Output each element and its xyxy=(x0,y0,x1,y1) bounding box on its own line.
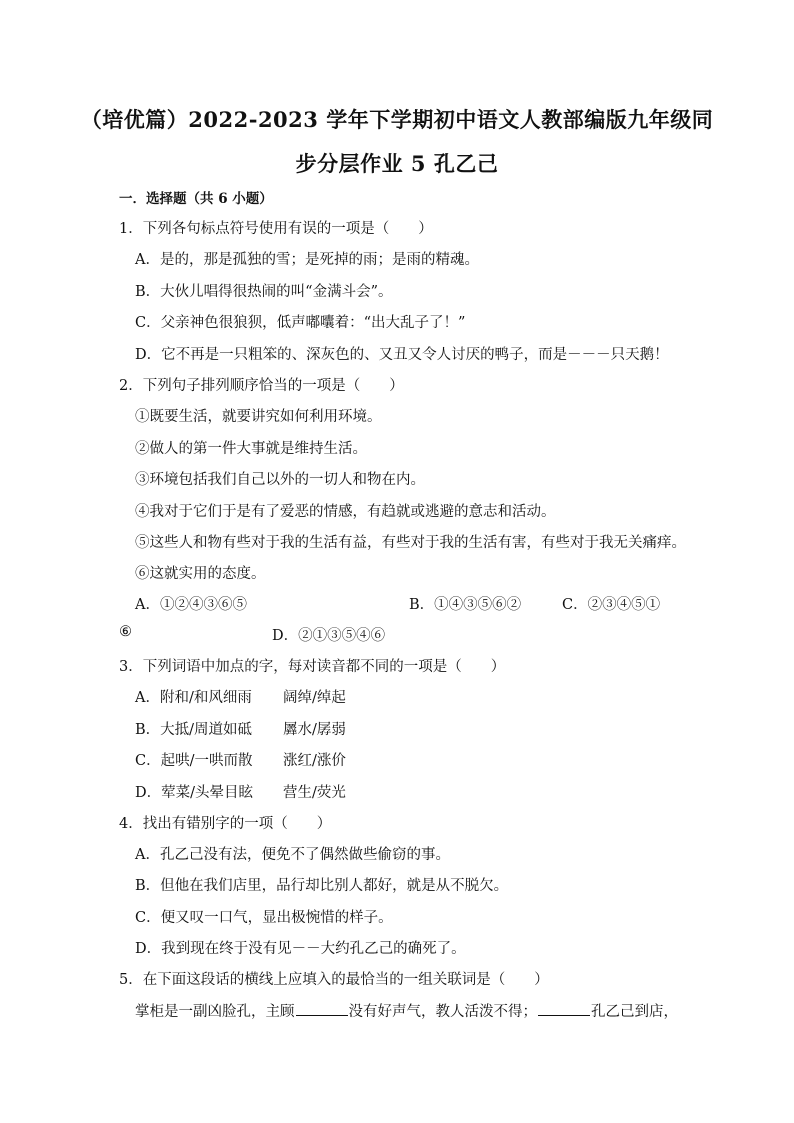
question-1-option-d: D．它不再是一只粗笨的、深灰色的、又丑又令人讨厌的鸭子，而是－－－只天鹅！ xyxy=(135,347,669,363)
question-2-option-d: D．②①③⑤④⑥ xyxy=(272,628,386,644)
question-3-option-c-right: 涨红/涨价 xyxy=(283,753,346,769)
document-title-line-2: 步分层作业 5 孔乙己 xyxy=(295,151,499,176)
question-3-option-a-right: 阔绰/绰起 xyxy=(283,690,346,706)
question-2-stem: 2．下列句子排列顺序恰当的一项是（ ） xyxy=(119,378,404,394)
question-3-option-d-left: D．荤菜/头晕目眩 xyxy=(135,785,254,801)
question-4-option-d: D．我到现在终于没有见－－大约孔乙己的确死了。 xyxy=(135,941,466,957)
question-3-stem: 3．下列词语中加点的字，每对读音都不同的一项是（ ） xyxy=(119,659,506,675)
question-2-sentence-1: ①既要生活，就要讲究如何利用环境。 xyxy=(135,409,382,425)
question-4-option-b: B．但他在我们店里，品行却比别人都好，就是从不脱欠。 xyxy=(135,878,509,894)
fill-blank-2 xyxy=(538,1001,590,1016)
question-2-option-c-continued: ⑥ xyxy=(119,624,132,640)
question-5-passage-part-2: 没有好声气，教人活泼不得； xyxy=(348,1004,537,1020)
question-5-passage-part-3: 孔乙己到店， xyxy=(591,1004,678,1020)
question-1-option-b: B．大伙儿唱得很热闹的叫“金满斗会”。 xyxy=(135,284,393,300)
question-1-option-c: C．父亲神色很狼狈，低声嘟囔着：“出大乱子了！” xyxy=(135,315,466,331)
question-3-option-a-left: A．附和/和风细雨 xyxy=(135,690,252,706)
question-2-option-a: A．①②④③⑥⑤ xyxy=(135,597,247,613)
question-4-stem: 4．找出有错别字的一项（ ） xyxy=(119,816,332,832)
question-4-option-a: A．孔乙己没有法，便免不了偶然做些偷窃的事。 xyxy=(135,847,450,863)
question-1-option-a: A．是的，那是孤独的雪；是死掉的雨；是雨的精魂。 xyxy=(135,252,479,268)
question-2-sentence-2: ②做人的第一件大事就是维持生活。 xyxy=(135,441,367,457)
question-2-sentence-6: ⑥这就实用的态度。 xyxy=(135,566,266,582)
question-1-stem: 1．下列各句标点符号使用有误的一项是（ ） xyxy=(119,221,433,237)
question-2-option-c: C．②③④⑤① xyxy=(562,597,661,613)
question-2-option-b: B．①④③⑤⑥② xyxy=(409,597,522,613)
question-2-sentence-3: ③环境包括我们自己以外的一切人和物在内。 xyxy=(135,472,425,488)
question-5-stem: 5．在下面这段话的横线上应填入的最恰当的一组关联词是（ ） xyxy=(119,972,549,988)
question-3-option-b-right: 羼水/孱弱 xyxy=(283,722,346,738)
document-title-line-1: （培优篇）2022-2023 学年下学期初中语文人教部编版九年级同 xyxy=(80,107,714,132)
question-3-option-b-left: B．大抵/周道如砥 xyxy=(135,722,253,738)
question-2-sentence-4: ④我对于它们于是有了爱恶的情感，有趋就或逃避的意志和活动。 xyxy=(135,504,556,520)
question-5-passage xyxy=(135,1000,678,1021)
fill-blank-1 xyxy=(296,1001,348,1016)
question-3-option-d-right: 营生/荧光 xyxy=(283,785,346,801)
question-5-passage-part-1: 掌柜是一副凶脸孔，主顾 xyxy=(135,1004,295,1020)
question-4-option-c: C．便又叹一口气，显出极惋惜的样子。 xyxy=(135,910,393,926)
question-2-sentence-5: ⑤这些人和物有些对于我的生活有益，有些对于我的生活有害，有些对于我无关痛痒。 xyxy=(135,535,686,551)
section-heading: 一．选择题（共 6 小题） xyxy=(119,191,273,207)
question-3-option-c-left: C．起哄/一哄而散 xyxy=(135,753,253,769)
